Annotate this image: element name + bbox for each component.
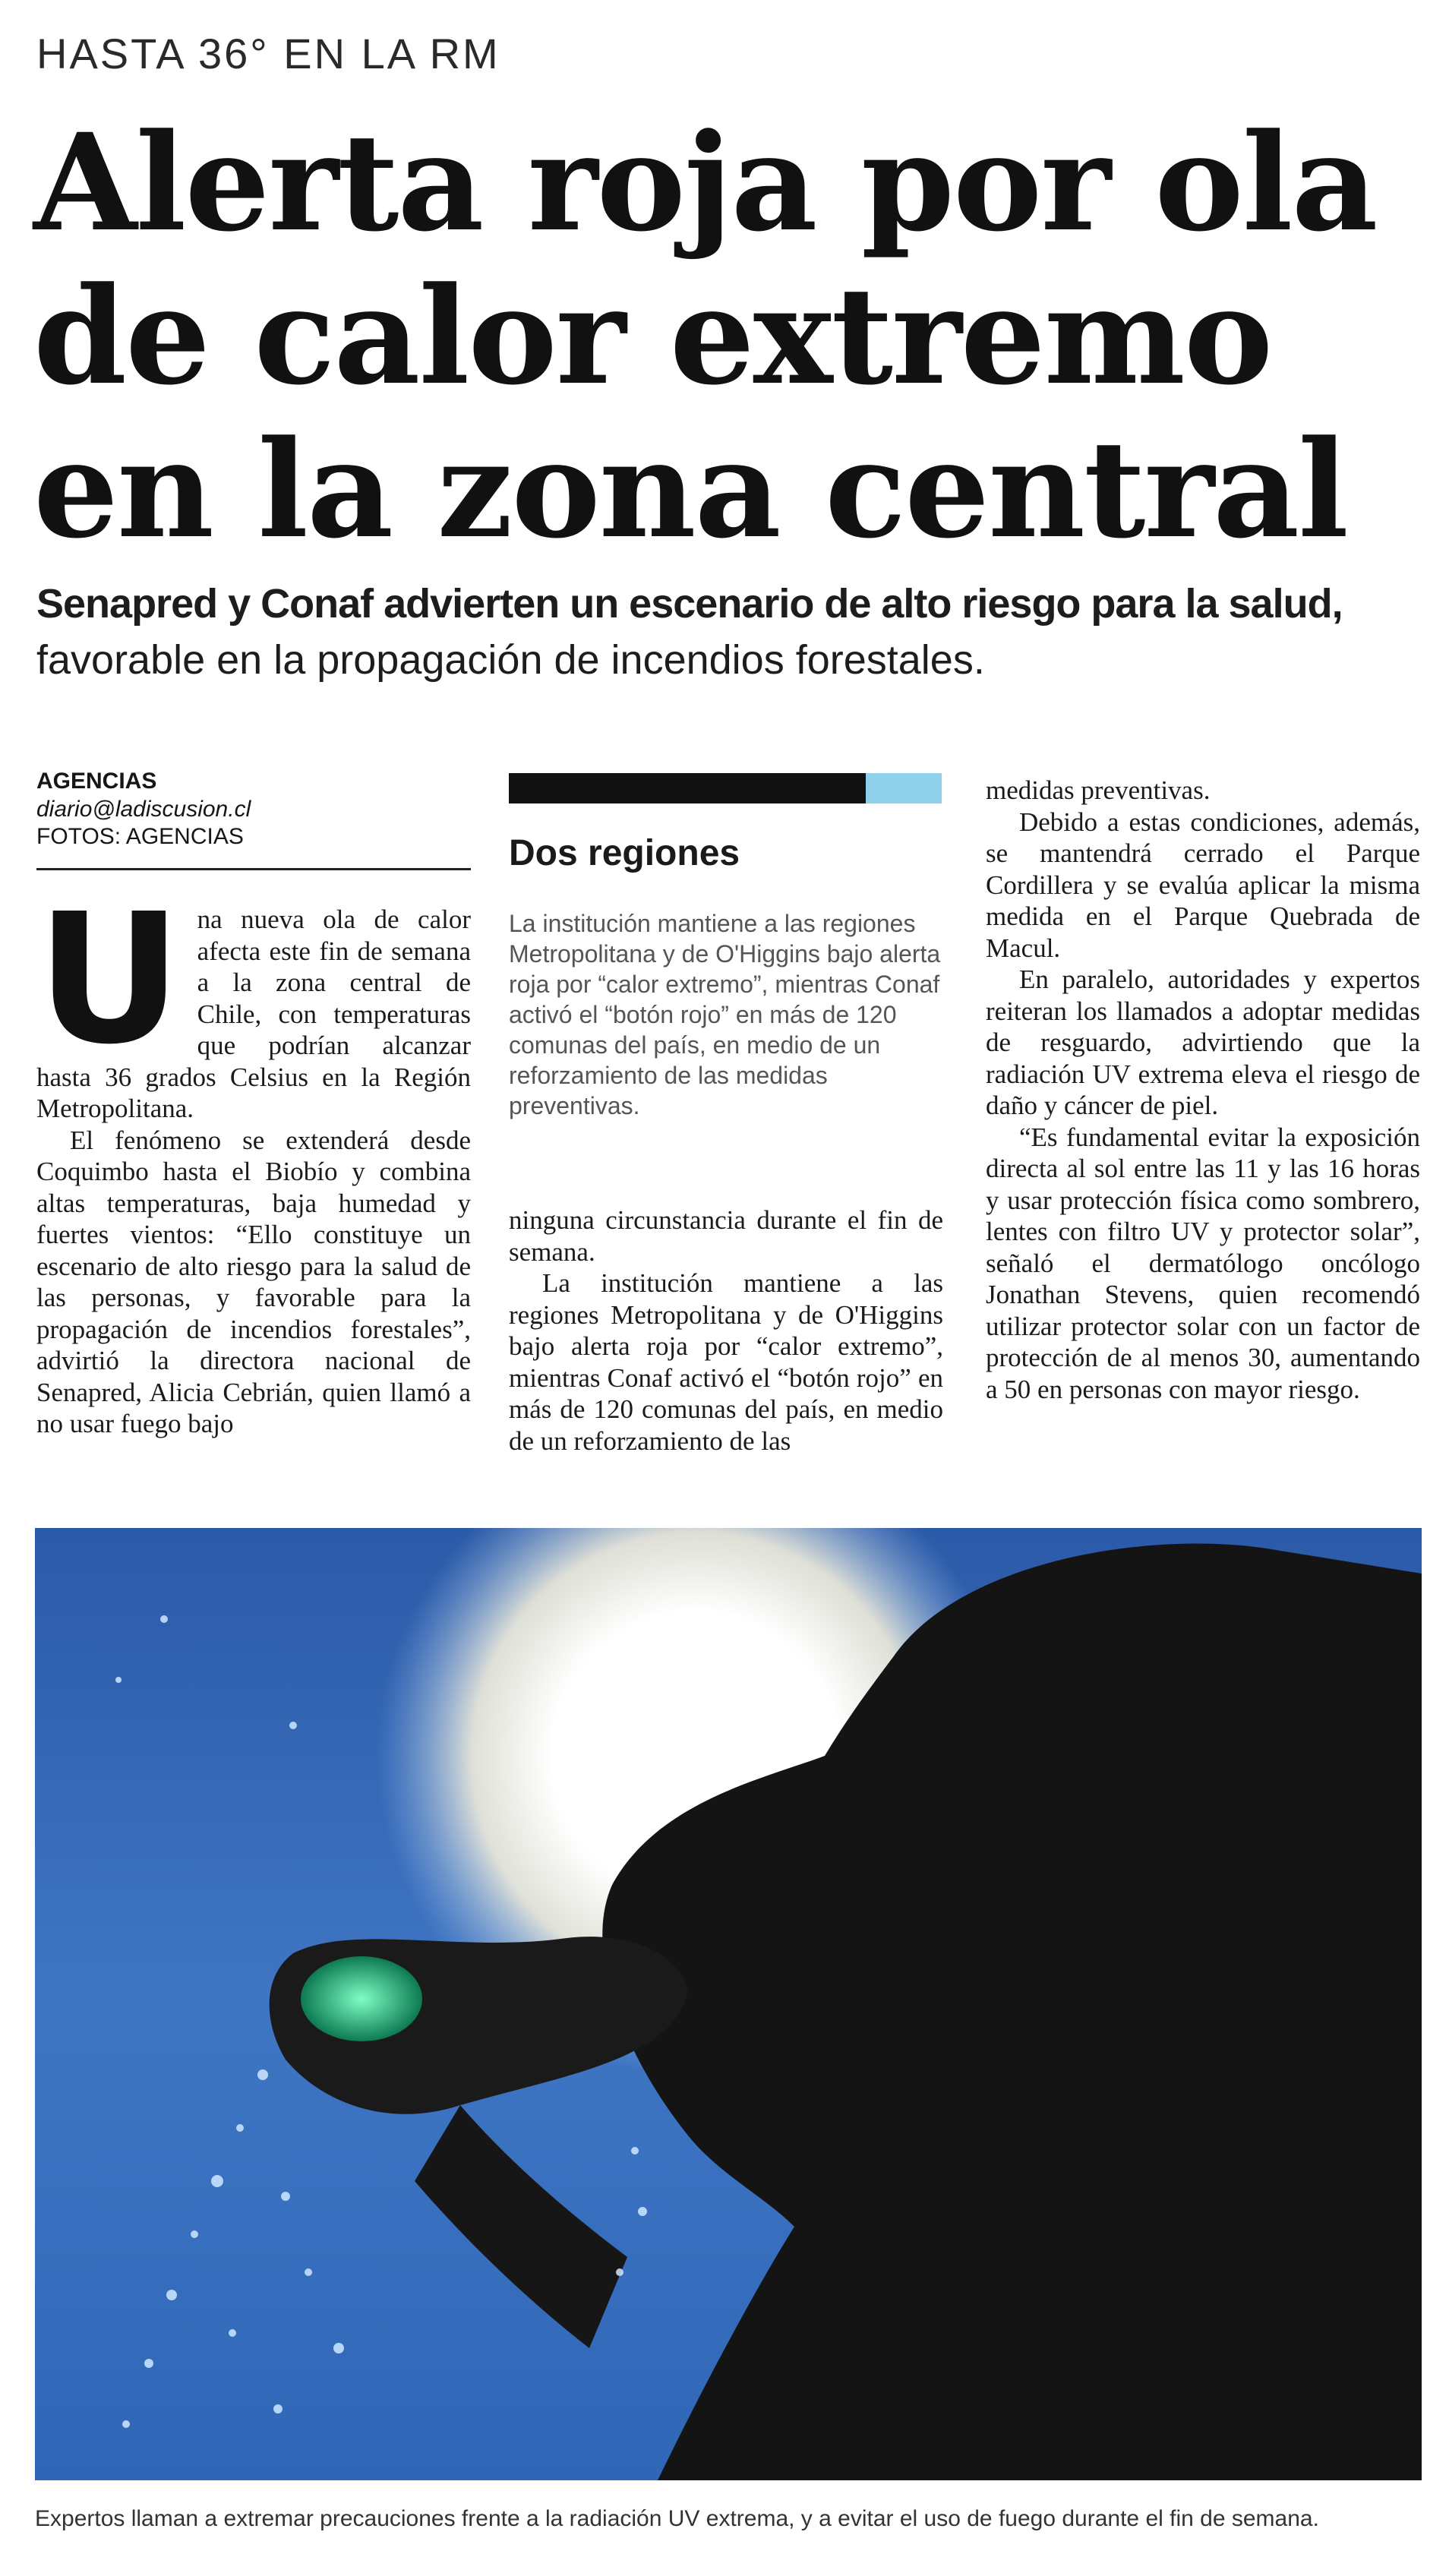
water-bottle: [301, 1956, 422, 2041]
deck-lead: Senapred y Conaf advierten un escenario de alto riesgo para la salud,: [36, 581, 1343, 627]
byline-photos: FOTOS: AGENCIAS: [36, 824, 244, 849]
byline-email[interactable]: diario@ladiscusion.cl: [36, 797, 251, 822]
photo-caption: Expertos llaman a extremar precauciones frente a la radiación UV extrema, y a evitar el uso de fuego durante el fin de semana.: [35, 2506, 1319, 2531]
headline-line-2: de calor extremo: [33, 257, 1272, 415]
deck: [36, 576, 1434, 688]
headline: [33, 106, 1431, 567]
paragraph: La institución mantiene a las regiones Metropolitana y de O'Higgins bajo alerta roja por “calor extremo”, mientras Conaf activó el “botón rojo” en más de 120 comunas del país, en medio de un reforzamiento de las: [509, 1268, 943, 1456]
kicker: HASTA 36° EN LA RM: [36, 30, 500, 77]
deck-rest: favorable en la propagación de incendios forestales.: [36, 637, 985, 683]
article-photo: [35, 1528, 1422, 2480]
sidebar-title: Dos regiones: [509, 833, 740, 873]
photo-illustration: [35, 1528, 1422, 2480]
sidebar-bar-dark: [509, 773, 866, 803]
paragraph: Debido a estas condiciones, además, se mantendrá cerrado el Parque Cordillera y se evalúa aplicar la misma medida en el Parque Quebrada de Macul.: [986, 807, 1420, 963]
sidebar-text: La institución mantiene a las regiones Metropolitana y de O'Higgins bajo alerta roja por “calor extremo”, mientras Conaf activó el “botón rojo” en más de 120 comunas del país, en medio de un reforzamiento de las medidas preventivas.: [509, 910, 941, 1119]
drop-cap: U: [36, 875, 182, 1084]
sidebar-bar-accent: [866, 773, 942, 803]
byline-divider: [36, 868, 471, 870]
paragraph: El fenómeno se extenderá desde Coquimbo hasta el Biobío y combina altas temperaturas, baja humedad y fuertes vientos: “Ello constituye un escenario de alto riesgo para la salud de las personas, y favorable para la propagación de incendios forestales”, advirtió la directora nacional de Senapred, Alicia Cebrián, quien llamó a no usar fuego bajo: [36, 1125, 471, 1438]
paragraph: medidas preventivas.: [986, 775, 1211, 805]
article-column-2: [509, 1204, 943, 1457]
byline-agency: AGENCIAS: [36, 769, 157, 794]
headline-line-1: Alerta roja por ola: [33, 104, 1377, 261]
paragraph: En paralelo, autoridades y expertos reiteran los llamados a adoptar medidas de resguardo, advirtiendo que la radiación UV extrema eleva el riesgo de daño y cáncer de piel.: [986, 964, 1420, 1120]
paragraph: na nueva ola de calor afecta este fin de semana a la zona central de Chile, con temperaturas que podrían alcanzar hasta 36 grados Celsius en la Región Metropolitana.: [36, 904, 471, 1123]
article-column-3: [986, 775, 1420, 1405]
paragraph: ninguna circunstancia durante el fin de semana.: [509, 1205, 943, 1267]
article-column-1: [36, 875, 471, 1440]
headline-line-3: en la zona central: [33, 411, 1348, 568]
byline: [36, 767, 469, 851]
paragraph: “Es fundamental evitar la exposición directa al sol entre las 11 y las 16 horas y usar protección física como sombrero, lentes con filtro UV y protector solar”, señaló el dermatólogo oncólogo Jonathan Stevens, quien recomendó utilizar protector solar con un factor de protección de al menos 30, aumentando a 50 en personas con mayor riesgo.: [986, 1122, 1420, 1404]
